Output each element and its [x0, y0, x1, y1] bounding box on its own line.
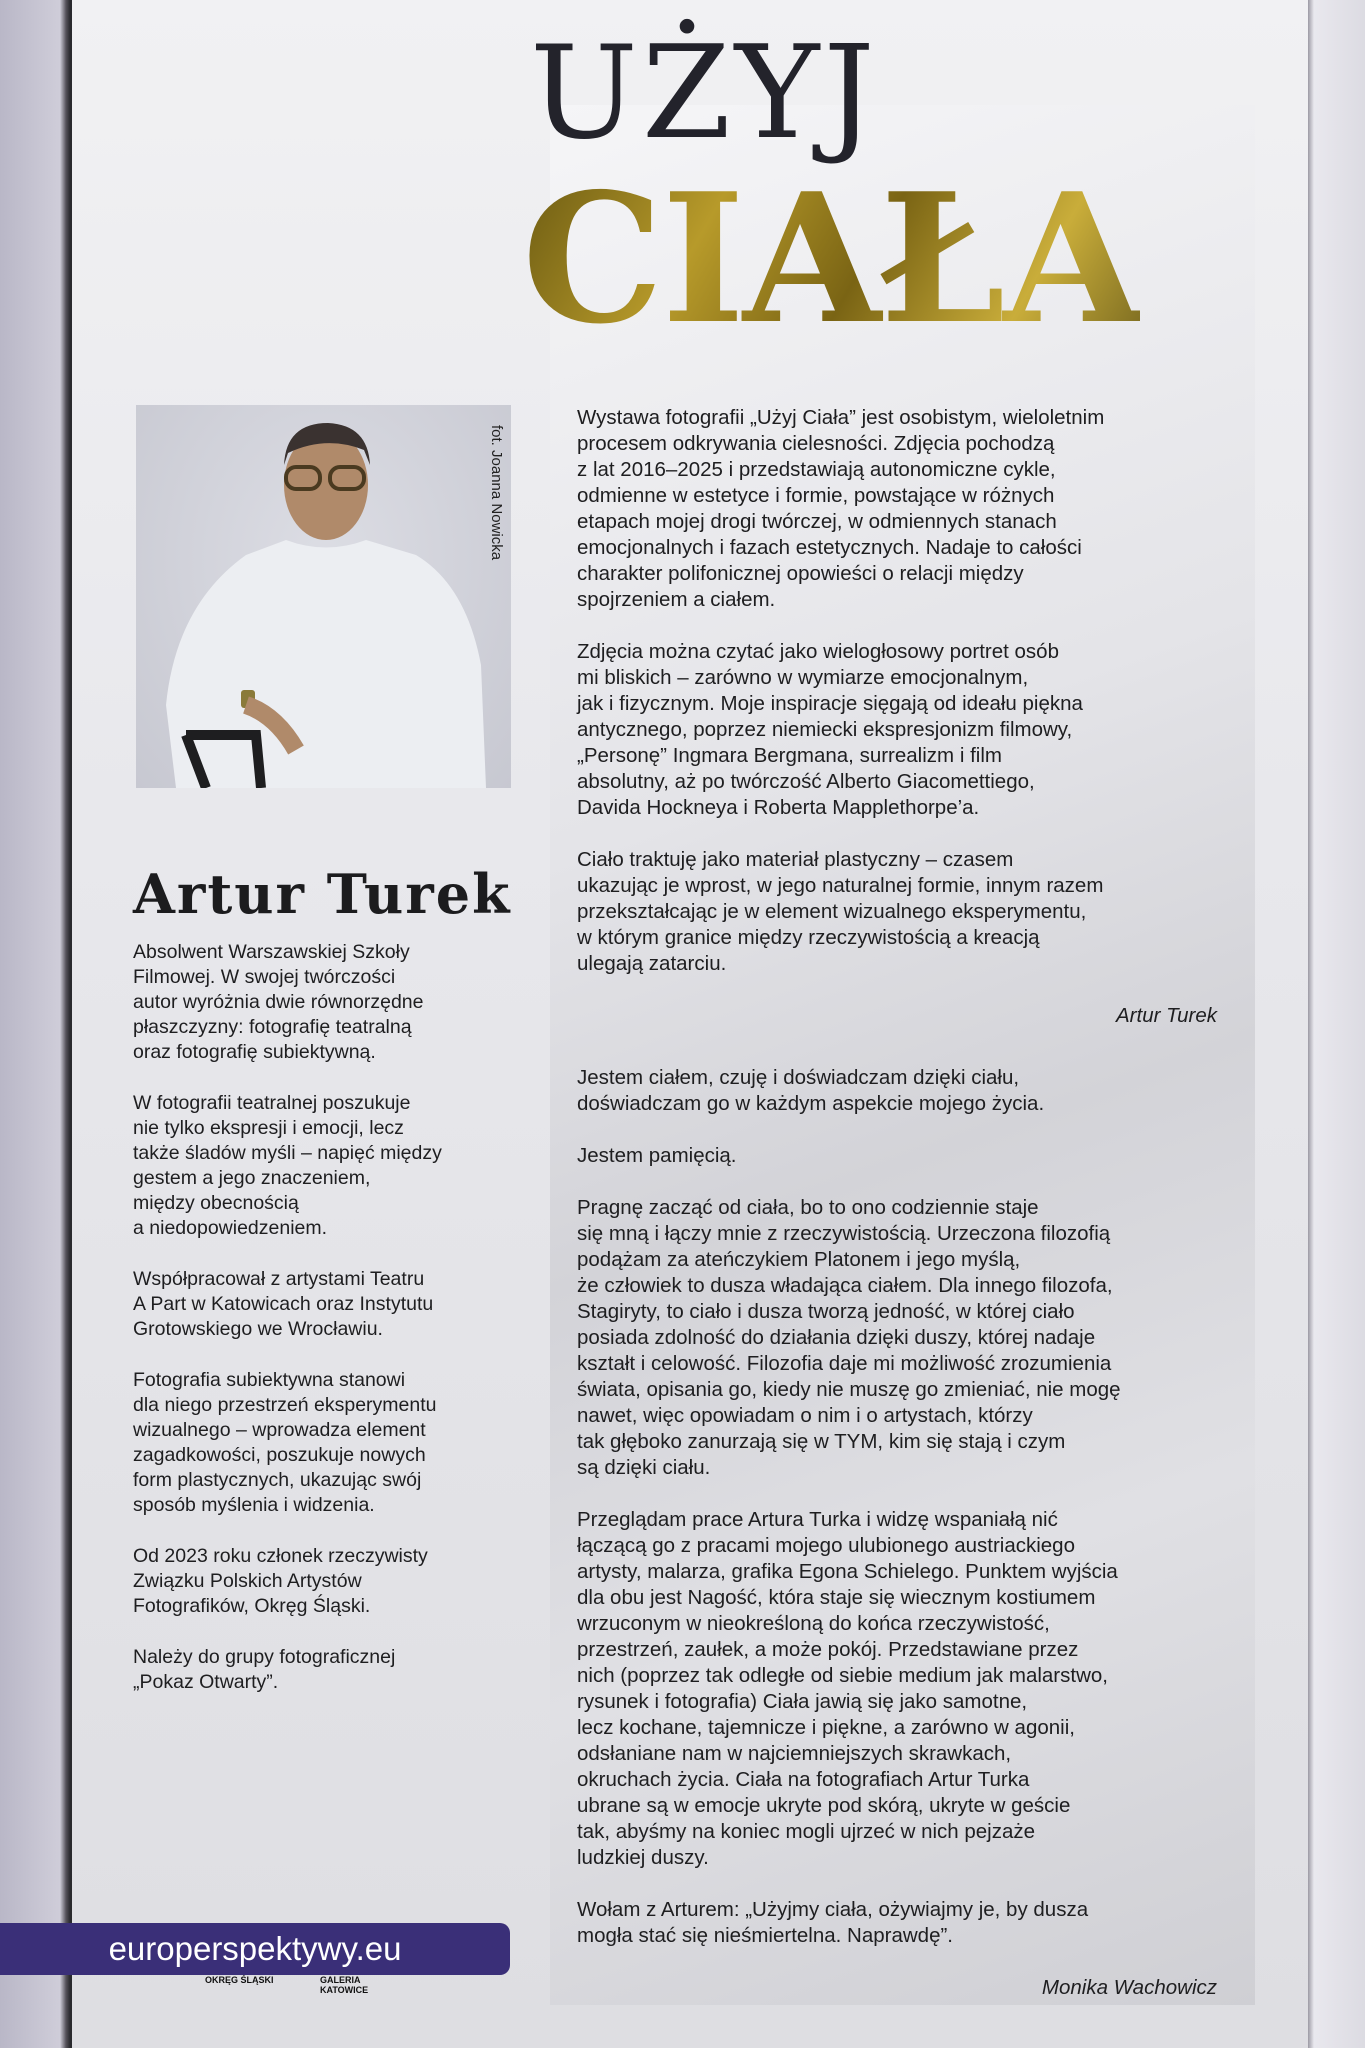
text-line: „Personę” Ingmara Bergmana, surrealizm i film	[577, 744, 1002, 767]
essay-signature: Monika Wachowicz	[1041, 1976, 1217, 1999]
bio-paragraph	[133, 1368, 513, 1518]
text-line: Ciało traktuję jako materiał plastyczny – czasem	[577, 848, 1014, 871]
text-line: odmienne w estetyce i formie, powstające w różnych	[577, 484, 1055, 507]
text-line: są dzięki ciału.	[577, 1456, 711, 1479]
text-line: odsłaniane nam w najciemniejszych skrawkach,	[577, 1742, 1012, 1765]
statement-paragraph	[577, 847, 1247, 977]
text-line: Wystawa fotografii „Użyj Ciała” jest osobistym, wieloletnim	[577, 406, 1105, 429]
statement-column	[577, 405, 1247, 2027]
essay-paragraph	[577, 1143, 1247, 1169]
title-line-1: UŻYJ	[530, 19, 879, 168]
text-line: dla niego przestrzeń eksperymentu	[133, 1394, 437, 1416]
text-line: a niedopowiedzeniem.	[133, 1217, 328, 1239]
text-line: „Pokaz Otwarty”.	[133, 1671, 279, 1693]
text-line: Grotowskiego we Wrocławiu.	[133, 1318, 383, 1340]
essay-paragraph	[577, 1195, 1247, 1481]
text-line: gestem a jego znaczeniem,	[133, 1167, 371, 1189]
text-line: okruchach życia. Ciała na fotografiach Artur Turka	[577, 1768, 1030, 1791]
text-line: ubrane są w emocje ukryte pod skórą, ukryte w geście	[577, 1794, 1071, 1817]
text-line: Davida Hockneya i Roberta Mapplethorpe’a.	[577, 796, 980, 819]
artist-name: Artur Turek	[133, 862, 512, 926]
text-line: artysty, malarza, grafika Egona Schielego. Punktem wyjścia	[577, 1560, 1118, 1583]
artist-bio	[133, 940, 513, 1721]
text-line: wizualnego – wprowadza element	[133, 1419, 426, 1441]
text-line: W fotografii teatralnej poszukuje	[133, 1092, 411, 1114]
text-line: charakter polifonicznej opowieści o relacji między	[577, 562, 1024, 585]
text-line: Pragnę zacząć od ciała, bo to ono codziennie staje	[577, 1196, 1039, 1219]
statement-paragraph	[577, 639, 1247, 821]
text-line: ukazując je wprost, w jego naturalnej formie, innym razem	[577, 874, 1104, 897]
text-line: z lat 2016–2025 i przedstawiają autonomiczne cykle,	[577, 458, 1056, 481]
text-line: Od 2023 roku członek rzeczywisty	[133, 1545, 428, 1567]
text-line: nie tylko ekspresji i emocji, lecz	[133, 1117, 404, 1139]
text-line: tak głęboko zanurzają się w TYM, kim się stają i czym	[577, 1430, 1066, 1453]
watermark-banner: europerspektywy.eu	[0, 1923, 510, 1975]
text-line: nawet, więc opowiadam o nim i o artystach, którzy	[577, 1404, 1033, 1427]
text-line: Związku Polskich Artystów	[133, 1570, 362, 1592]
text-line: Przeglądam prace Artura Turka i widzę wspaniałą nić	[577, 1508, 1058, 1531]
text-line: sposób myślenia i widzenia.	[133, 1494, 375, 1516]
text-line: także śladów myśli – napięć między	[133, 1142, 442, 1164]
text-line: ulegają zatarciu.	[577, 952, 727, 975]
text-line: wrzuconym w nieokreśloną do końca rzeczywistość,	[577, 1612, 1050, 1635]
text-line: autor wyróżnia dwie równorzędne	[133, 991, 424, 1013]
text-line: lecz kochane, tajemnicze i piękne, a zarówno w agonii,	[577, 1716, 1075, 1739]
text-line: doświadczam go w każdym aspekcie mojego życia.	[577, 1092, 1045, 1115]
text-line: antycznego, poprzez niemiecki ekspresjonizm filmowy,	[577, 718, 1073, 741]
bio-paragraph	[133, 940, 513, 1065]
logo-galeria-katowice: GALERIA KATOWICE	[320, 1975, 369, 1995]
photo-credit: fot. Joanna Nowicka	[488, 425, 505, 561]
text-line: Współpracował z artystami Teatru	[133, 1268, 425, 1290]
text-line: mi bliskich – zarówno w wymiarze emocjonalnym,	[577, 666, 1029, 689]
text-line: Fotografia subiektywna stanowi	[133, 1369, 406, 1391]
text-line: mogła stać się nieśmiertelna. Naprawdę”.	[577, 1924, 953, 1947]
text-line: procesem odkrywania cielesności. Zdjęcia pochodzą	[577, 432, 1055, 455]
text-line: świata, opisania go, kiedy nie muszę go zmieniać, nie mogę	[577, 1378, 1121, 1401]
text-line: podążam za ateńczykiem Platonem i jego myślą,	[577, 1248, 1021, 1271]
text-line: absolutny, aż po twórczość Alberto Giacomettiego,	[577, 770, 1035, 793]
text-line: posiada zdolność do działania dzięki duszy, której nadaje	[577, 1326, 1096, 1349]
text-line: że człowiek to dusza władająca ciałem. Dla innego filozofa,	[577, 1274, 1113, 1297]
text-line: tak, abyśmy na koniec mogli ujrzeć w nich pejzaże	[577, 1820, 1036, 1843]
essay-paragraph	[577, 1897, 1247, 1949]
text-line: form plastycznych, ukazując swój	[133, 1469, 422, 1491]
text-line: Stagiryty, to ciało i dusza tworzą jedność, w której ciało	[577, 1300, 1075, 1323]
text-line: ludzkiej duszy.	[577, 1846, 709, 1869]
text-line: nich (poprzez tak odległe od siebie medium jak malarstwo,	[577, 1664, 1108, 1687]
text-line: A Part w Katowicach oraz Instytutu	[133, 1293, 434, 1315]
text-line: Wołam z Arturem: „Użyjmy ciała, ożywiajmy je, by dusza	[577, 1898, 1089, 1921]
bio-paragraph	[133, 1267, 513, 1342]
statement-paragraph	[577, 405, 1247, 613]
artist-statement	[577, 405, 1247, 977]
text-line: Należy do grupy fotograficznej	[133, 1646, 396, 1668]
bio-paragraph	[133, 1645, 513, 1695]
logo-okreg-slaski: OKRĘG ŚLĄSKI	[205, 1975, 274, 1985]
portrait-figure	[136, 405, 511, 788]
title-line-2: CIAŁA	[522, 154, 1140, 363]
text-line: Absolwent Warszawskiej Szkoły	[133, 941, 410, 963]
artist-portrait	[136, 405, 511, 788]
essay	[577, 1065, 1247, 1949]
essay-paragraph	[577, 1065, 1247, 1117]
text-line: dla obu jest Nagość, która staje się wiecznym kostiumem	[577, 1586, 1096, 1609]
text-line: się mną i łączy mnie z rzeczywistością. Urzeczona filozofią	[577, 1222, 1111, 1245]
text-line: zagadkowości, poszukuje nowych	[133, 1444, 426, 1466]
text-line: Filmowej. W swojej twórczości	[133, 966, 396, 988]
text-line: łączącą go z pracami mojego ulubionego austriackiego	[577, 1534, 1075, 1557]
statement-signature: Artur Turek	[1116, 1004, 1217, 1027]
text-line: jak i fizycznym. Moje inspiracje sięgają od ideału piękna	[577, 692, 1083, 715]
text-line: etapach mojej drogi twórczej, w odmiennych stanach	[577, 510, 1057, 533]
text-line: między obecnością	[133, 1192, 299, 1214]
wall	[1308, 0, 1365, 2048]
text-line: Jestem pamięcią.	[577, 1144, 737, 1167]
text-line: przekształcając je w element wizualnego eksperymentu,	[577, 900, 1087, 923]
text-line: oraz fotografię subiektywną.	[133, 1041, 376, 1063]
text-line: emocjonalnych i fazach estetycznych. Nadaje to całości	[577, 536, 1082, 559]
text-line: Jestem ciałem, czuję i doświadczam dzięki ciału,	[577, 1066, 1020, 1089]
text-line: spojrzeniem a ciałem.	[577, 588, 776, 611]
essay-paragraph	[577, 1507, 1247, 1871]
text-line: rysunek i fotografia) Ciała jawią się jako samotne,	[577, 1690, 1028, 1713]
text-line: płaszczyzny: fotografię teatralną	[133, 1016, 412, 1038]
text-line: Zdjęcia można czytać jako wielogłosowy portret osób	[577, 640, 1059, 663]
text-line: kształt i celowość. Filozofia daje mi możliwość zrozumienia	[577, 1352, 1112, 1375]
text-line: przestrzeń, zaułek, a może pokój. Przedstawiane przez	[577, 1638, 1079, 1661]
bio-paragraph	[133, 1091, 513, 1241]
text-line: Fotografików, Okręg Śląski.	[133, 1595, 371, 1617]
text-line: w którym granice między rzeczywistością a kreacją	[577, 926, 1040, 949]
bio-paragraph	[133, 1544, 513, 1619]
